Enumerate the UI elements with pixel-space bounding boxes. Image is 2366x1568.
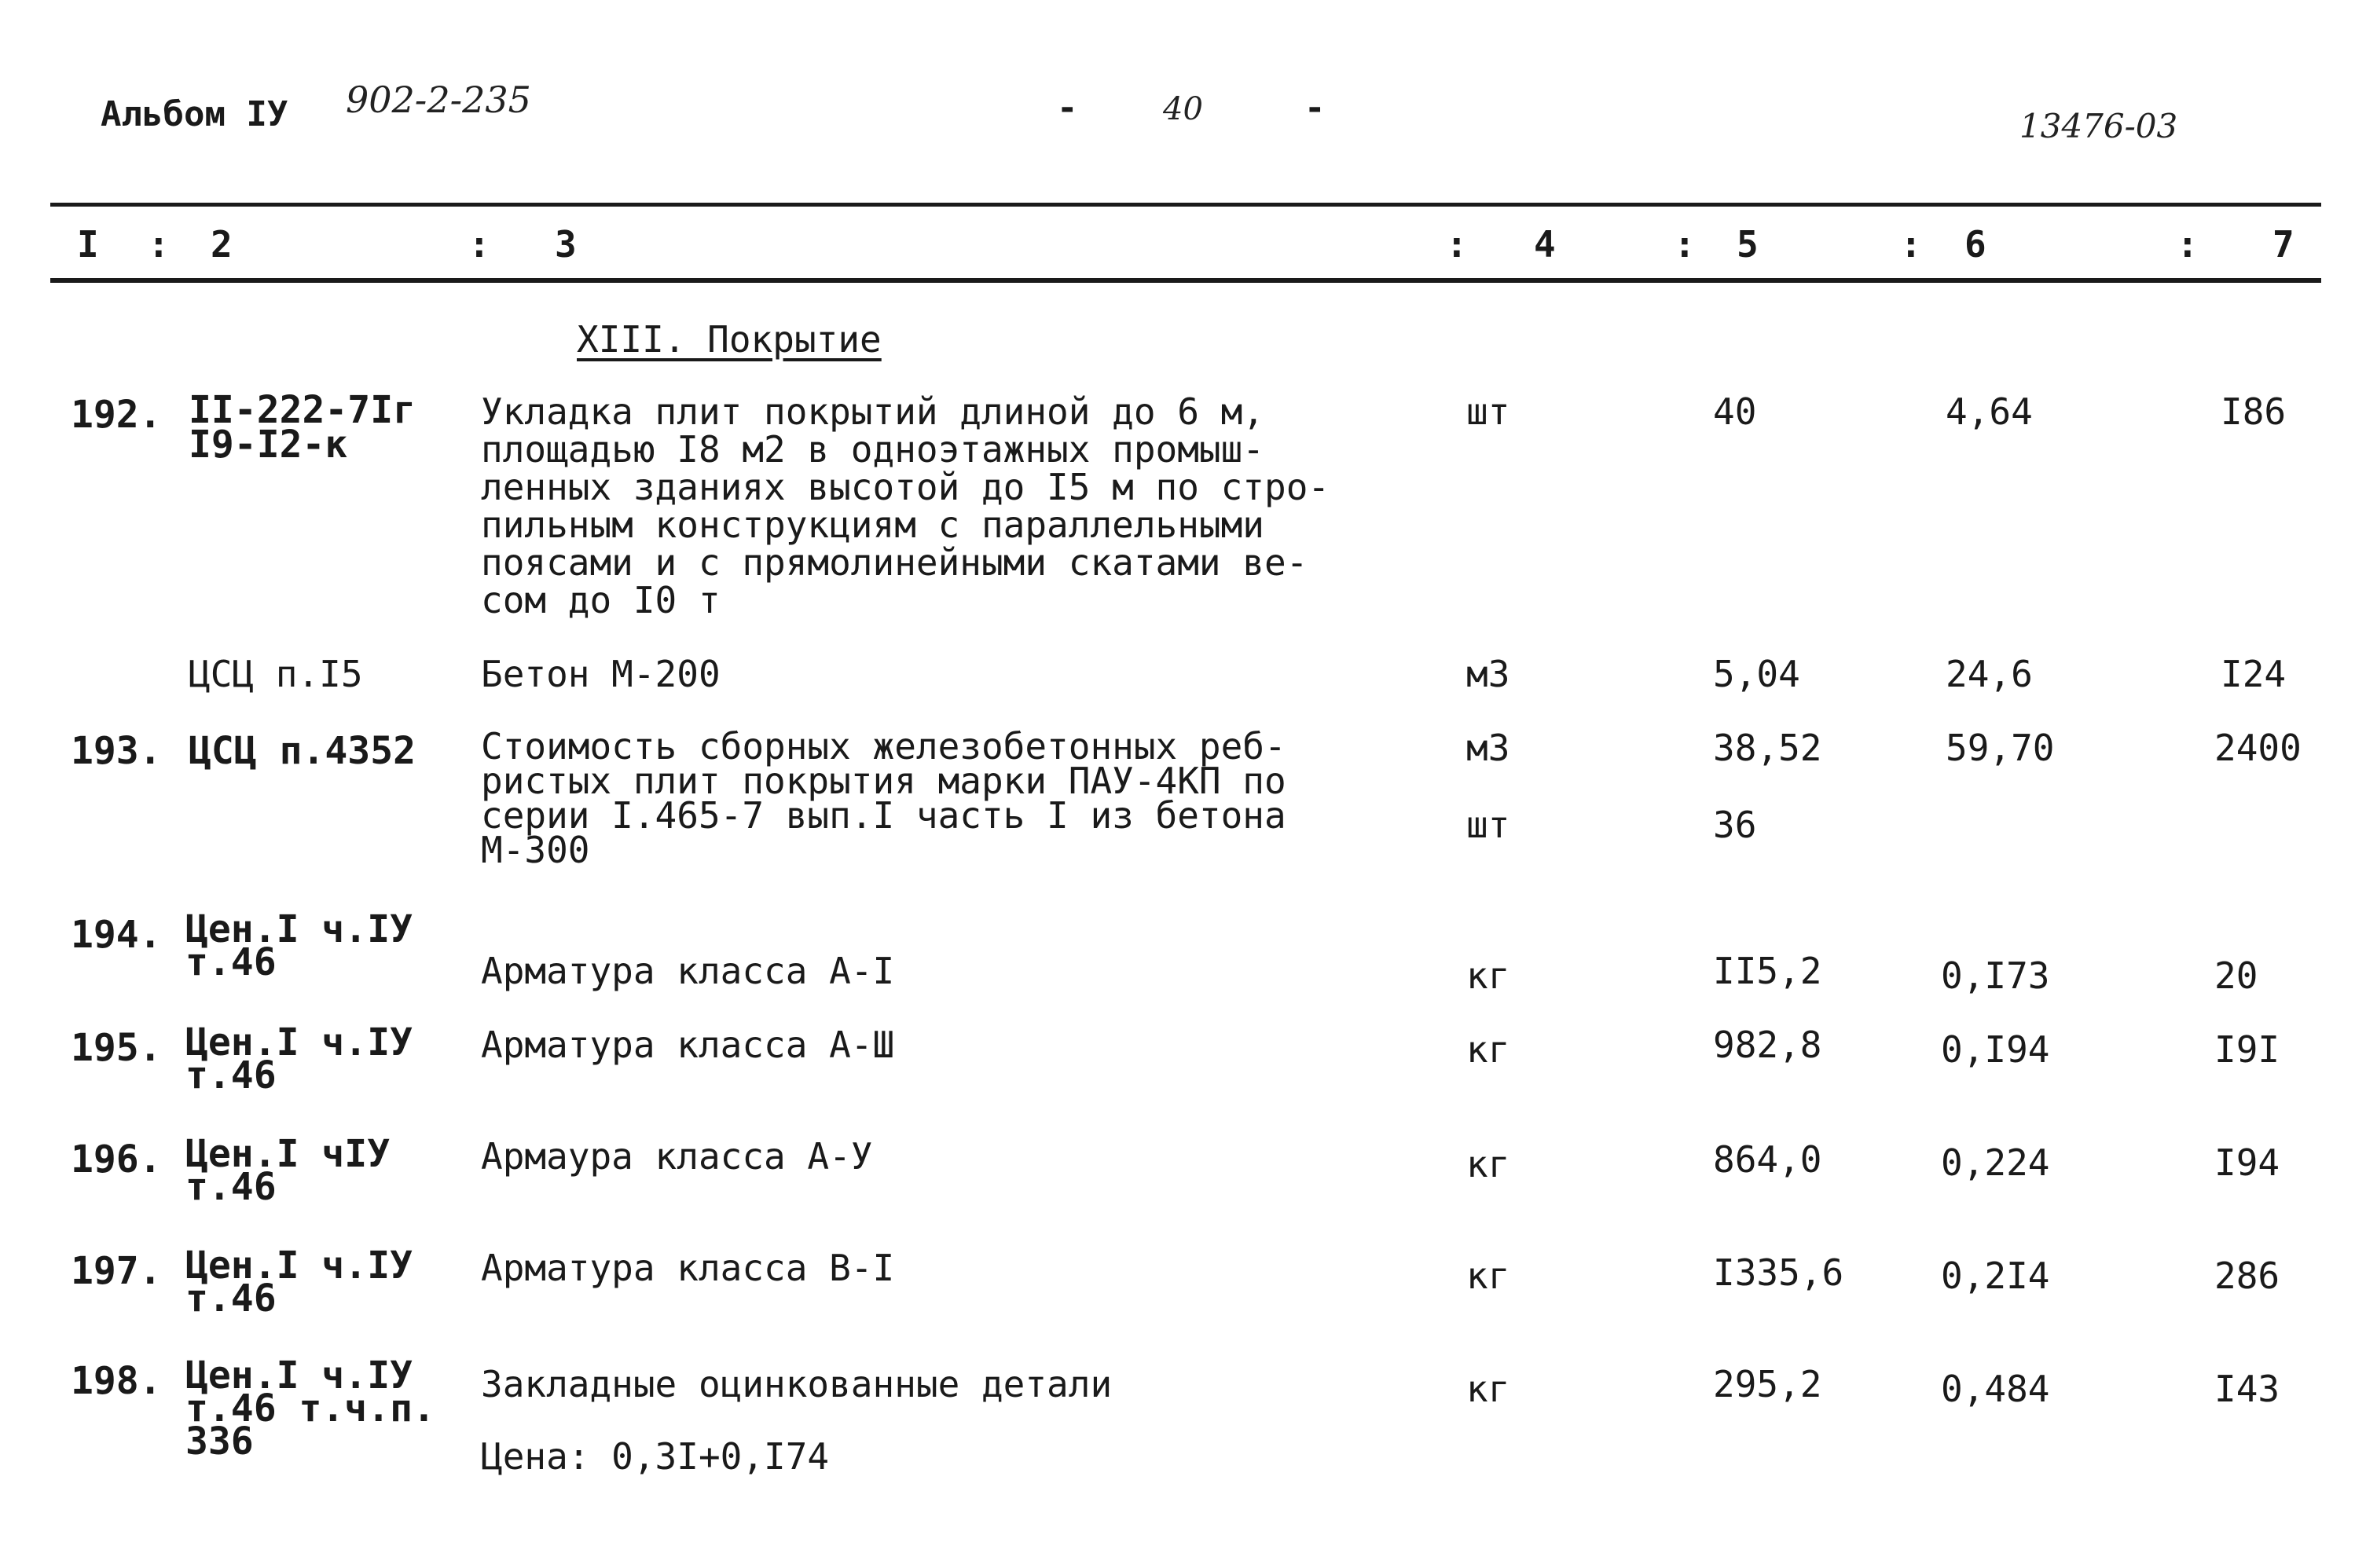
row-description: Бетон М-200 xyxy=(481,653,721,695)
column-header-6: 6 xyxy=(1964,223,1986,266)
page-number: 40 xyxy=(1163,91,1203,127)
row-number: 195. xyxy=(71,1026,162,1070)
row-reference: Цен.I ч.IУ т.46 xyxy=(185,1020,413,1097)
row-number: 194. xyxy=(71,913,162,957)
project-code: 902-2-235 xyxy=(346,79,531,121)
column-header-4: 4 xyxy=(1534,223,1556,266)
row-total: I43 xyxy=(2214,1368,2280,1410)
page-dash-right: - xyxy=(1304,88,1326,128)
document-number: 13476-03 xyxy=(2019,107,2178,145)
column-separator: : xyxy=(148,223,170,266)
row-description: Армаура класса А-У xyxy=(481,1135,873,1178)
row-price: 0,I73 xyxy=(1941,954,2050,997)
row-price: 59,70 xyxy=(1946,727,2055,769)
row-reference: Цен.I чIУ т.46 xyxy=(185,1132,391,1209)
row-quantity: 982,8 xyxy=(1713,1024,1822,1066)
row-unit: м3 xyxy=(1466,727,1510,769)
row-total: 286 xyxy=(2214,1255,2280,1297)
row-total: I9I xyxy=(2214,1028,2280,1071)
row-quantity: 295,2 xyxy=(1713,1363,1822,1405)
row-price: 4,64 xyxy=(1946,390,2033,433)
section-title: XIII. Покрытие xyxy=(577,318,882,361)
row-reference: ЦСЦ п.4352 xyxy=(189,729,416,773)
row-unit: кг xyxy=(1466,1143,1510,1185)
row-price: 0,I94 xyxy=(1941,1028,2050,1071)
row-quantity: II5,2 xyxy=(1713,950,1822,992)
row-reference: Цен.I ч.IУ т.46 т.ч.п. 336 xyxy=(185,1354,435,1464)
row-price: 24,6 xyxy=(1946,653,2033,695)
row-quantity: 38,52 xyxy=(1713,727,1822,769)
row-description: Стоимость сборных железобетонных реб- ристых плит покрытия марки ПАУ-4КП по серии I.465-7 вып.I часть I из бетона М-300 xyxy=(481,725,1286,871)
column-header-7: 7 xyxy=(2272,223,2294,266)
page-dash-left: - xyxy=(1057,88,1078,128)
row-reference: Цен.I ч.IУ т.46 xyxy=(185,907,413,984)
row-quantity: I335,6 xyxy=(1713,1251,1844,1294)
row-price-note: Цена: 0,3I+0,I74 xyxy=(481,1435,830,1478)
row-unit: кг xyxy=(1466,954,1510,997)
row-description: Закладные оцинкованные детали xyxy=(481,1363,1113,1405)
row-quantity: 40 xyxy=(1713,390,1757,433)
row-reference: ЦСЦ п.I5 xyxy=(189,653,363,695)
column-separator: : xyxy=(468,223,490,266)
row-description: Арматура класса В-I xyxy=(481,1247,895,1289)
column-header-5: 5 xyxy=(1737,223,1759,266)
row-quantity-secondary: 36 xyxy=(1713,804,1757,846)
column-separator: : xyxy=(1446,223,1468,266)
row-unit-secondary: шт xyxy=(1466,804,1510,846)
column-header-3: 3 xyxy=(555,223,577,266)
row-total: I24 xyxy=(2221,653,2287,695)
row-description: Укладка плит покрытий длиной до 6 м, площадью I8 м2 в одноэтажных промыш- ленных зданиях высотой до I5 м по стро- пильным конструкциям с параллельными поясами и с прямолинейными скатами ве- сом до I0 т xyxy=(481,390,1330,621)
row-number: 197. xyxy=(71,1249,162,1293)
table-header-rule xyxy=(50,278,2321,283)
column-header-1: I xyxy=(77,223,99,266)
row-reference: II-222-7Iг I9-I2-к xyxy=(189,388,416,467)
row-total: I86 xyxy=(2221,390,2287,433)
column-separator: : xyxy=(2177,223,2199,266)
row-price: 0,2I4 xyxy=(1941,1255,2050,1297)
column-separator: : xyxy=(1674,223,1696,266)
row-total: 20 xyxy=(2214,954,2258,997)
row-unit: кг xyxy=(1466,1368,1510,1410)
row-unit: шт xyxy=(1466,390,1510,433)
row-description: Арматура класса А-I xyxy=(481,950,895,992)
row-number: 196. xyxy=(71,1138,162,1181)
row-price: 0,224 xyxy=(1941,1141,2050,1184)
row-unit: кг xyxy=(1466,1255,1510,1297)
row-number: 198. xyxy=(71,1359,162,1403)
row-quantity: 5,04 xyxy=(1713,653,1800,695)
album-label: Альбом IУ xyxy=(101,94,288,134)
row-total: 2400 xyxy=(2214,727,2302,769)
row-unit: кг xyxy=(1466,1028,1510,1071)
row-price: 0,484 xyxy=(1941,1368,2050,1410)
table-top-rule xyxy=(50,203,2321,207)
row-unit: м3 xyxy=(1466,653,1510,695)
column-header-2: 2 xyxy=(211,223,233,266)
row-number: 192. xyxy=(71,393,162,437)
row-number: 193. xyxy=(71,729,162,773)
row-quantity: 864,0 xyxy=(1713,1138,1822,1181)
row-description: Арматура класса А-Ш xyxy=(481,1024,895,1066)
row-total: I94 xyxy=(2214,1141,2280,1184)
row-reference: Цен.I ч.IУ т.46 xyxy=(185,1244,413,1321)
column-separator: : xyxy=(1900,223,1922,266)
